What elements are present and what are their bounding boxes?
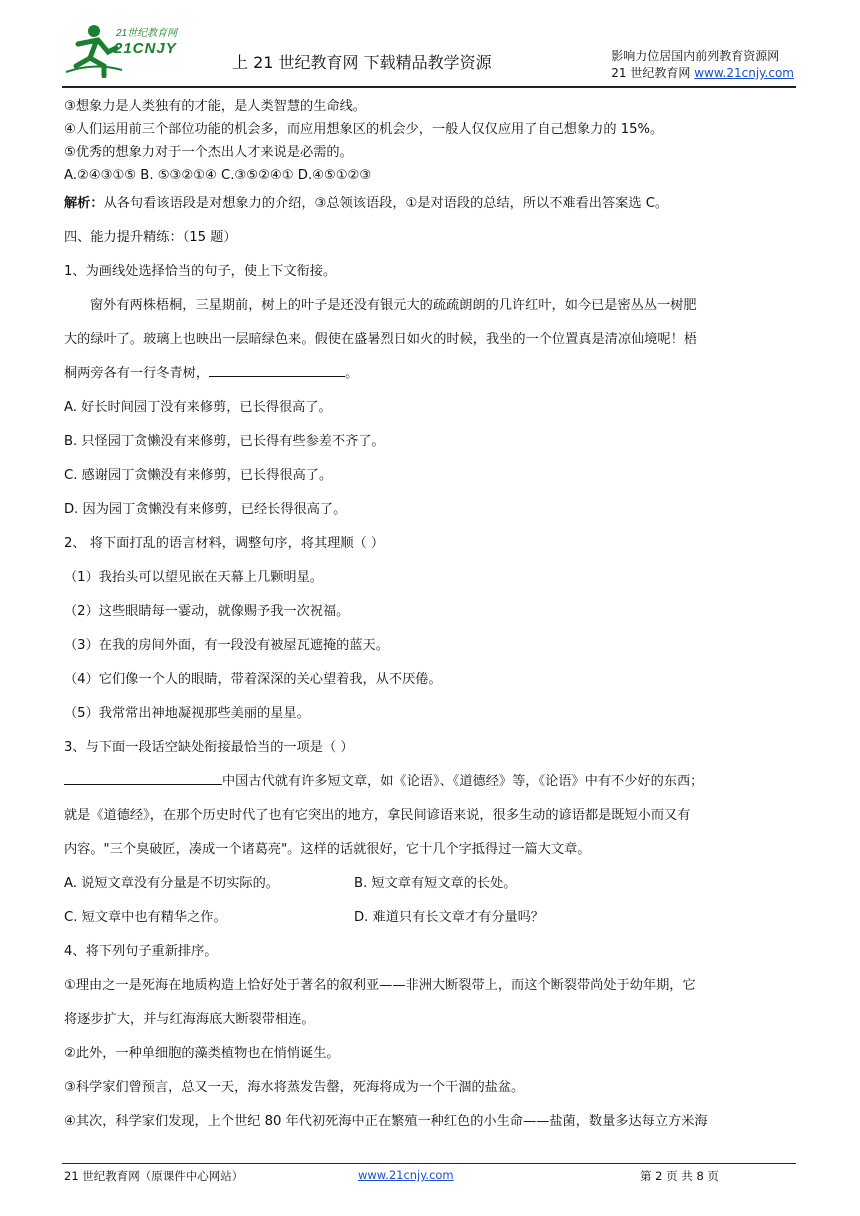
question-1: 1、为画线处选择恰当的句子，使上下文衔接。 <box>64 264 337 279</box>
fill-blank <box>64 772 222 785</box>
option-row <box>64 901 794 935</box>
page-number: 第 2 页 共 8 页 <box>640 1169 719 1183</box>
question-4: 4、将下列句子重新排序。 <box>64 944 218 959</box>
answer-options: A.②④③①⑤ B. ⑤③②①④ C.③⑤②④① D.④⑤①②③ <box>64 168 372 183</box>
sentence-item: （4）它们像一个人的眼睛，带着深深的关心望着我，从不厌倦。 <box>64 672 442 687</box>
passage-line: 大的绿叶了。玻璃上也映出一层暗绿色来。假使在盛暑烈日如火的时候，我坐的一个位置真是清凉仙境呢！梧 <box>64 332 697 347</box>
passage-text: 中国古代就有许多短文章，如《论语》、《道德经》等，《论语》中有不少好的东西； <box>222 774 704 789</box>
option-b: B. 只怪园丁贪懒没有来修剪，已长得有些参差不齐了。 <box>64 434 385 449</box>
footer-left: 21 世纪教育网（原课件中心网站） <box>64 1169 244 1183</box>
question-2: 2、 将下面打乱的语言材料，调整句序，将其理顺（ ） <box>64 536 385 551</box>
option-row <box>64 867 794 901</box>
option-a: A. 说短文章没有分量是不切实际的。 <box>64 876 279 891</box>
text-line: ④人们运用前三个部位功能的机会多，而应用想象区的机会少，一般人仅仅应用了自己想象力的 15%。 <box>64 122 664 137</box>
analysis-line <box>64 187 794 221</box>
footer-site-link[interactable]: www.21cnjy.com <box>358 1168 454 1182</box>
fill-blank <box>209 364 345 377</box>
sentence-item: （1）我抬头可以望见嵌在天幕上几颗明星。 <box>64 570 323 585</box>
sentence-item: ③科学家们曾预言，总又一天，海水将蒸发告罄，死海将成为一个干涸的盐盆。 <box>64 1080 525 1095</box>
header-divider <box>62 86 796 88</box>
tagline-prefix: 21 世纪教育网 <box>611 66 695 80</box>
passage-line: 内容。"三个臭破匠，凑成一个诸葛亮"。这样的话就很好，它十几个字抵得过一篇大文章。 <box>64 842 591 857</box>
site-link[interactable]: www.21cnjy.com <box>694 66 794 80</box>
text-line: ⑤优秀的想象力对于一个杰出人才来说是必需的。 <box>64 145 353 160</box>
sentence-item: 将逐步扩大，并与红海海底大断裂带相连。 <box>64 1012 315 1027</box>
section-heading: 四、能力提升精练：（15 题） <box>64 230 237 245</box>
option-b: B. 短文章有短文章的长处。 <box>354 876 517 891</box>
tagline-line2 <box>611 65 794 82</box>
logo-subtitle: 21世纪教育网 <box>116 28 178 39</box>
passage-end: 。 <box>345 366 359 381</box>
sentence-item: （3）在我的房间外面，有一段没有被屋瓦遮掩的蓝天。 <box>64 638 389 653</box>
logo-wordmark: 21CNJY <box>114 40 177 57</box>
passage-line: 就是《道德经》，在那个历史时代了也有它突出的地方，拿民间谚语来说，很多生动的谚语都是既短小而又有 <box>64 808 691 823</box>
text-line: ③想象力是人类独有的才能，是人类智慧的生命线。 <box>64 99 366 114</box>
option-c: C. 短文章中也有精华之作。 <box>64 910 227 925</box>
tagline-line1: 影响力位居国内前列教育资源网 <box>611 49 780 63</box>
passage-line <box>64 765 794 799</box>
option-d: D. 因为园丁贪懒没有来修剪，已经长得很高了。 <box>64 502 347 517</box>
passage-line <box>64 357 794 391</box>
sentence-item: ②此外，一种单细胞的藻类植物也在悄悄诞生。 <box>64 1046 340 1061</box>
analysis-label: 解析： <box>64 196 104 211</box>
site-logo <box>64 22 204 82</box>
header-tagline <box>611 48 794 82</box>
footer-divider <box>62 1163 796 1164</box>
passage-line: 窗外有两株梧桐，三星期前，树上的叶子是还没有银元大的疏疏朗朗的几许红叶，如今已是密丛丛一树肥 <box>90 298 697 313</box>
header-title: 上 21 世纪教育网 下载精品教学资源 <box>232 53 492 72</box>
analysis-text: 从各句看该语段是对想象力的介绍，③总领该语段，①是对语段的总结，所以不难看出答案选 C。 <box>103 196 669 211</box>
sentence-item: （5）我常常出神地凝视那些美丽的星星。 <box>64 706 310 721</box>
sentence-item: ①理由之一是死海在地质构造上恰好处于著名的叙利亚——非洲大断裂带上，而这个断裂带尚处于幼年期，它 <box>64 978 696 993</box>
sentence-item: （2）这些眼睛每一霎动，就像赐予我一次祝福。 <box>64 604 350 619</box>
question-3: 3、与下面一段话空缺处衔接最恰当的一项是（ ） <box>64 740 354 755</box>
option-c: C. 感谢园丁贪懒没有来修剪，已长得很高了。 <box>64 468 333 483</box>
sentence-item: ④其次，科学家们发现，上个世纪 80 年代初死海中正在繁殖一种红色的小生命——盐菌，数量多达每立方米海 <box>64 1114 708 1129</box>
document-body <box>64 95 794 1139</box>
footer-link-wrap <box>358 1168 454 1182</box>
page-header <box>0 0 860 92</box>
option-d: D. 难道只有长文章才有分量吗？ <box>354 910 544 925</box>
passage-text: 桐两旁各有一行冬青树， <box>64 366 210 381</box>
option-a: A. 好长时间园丁没有来修剪，已长得很高了。 <box>64 400 332 415</box>
